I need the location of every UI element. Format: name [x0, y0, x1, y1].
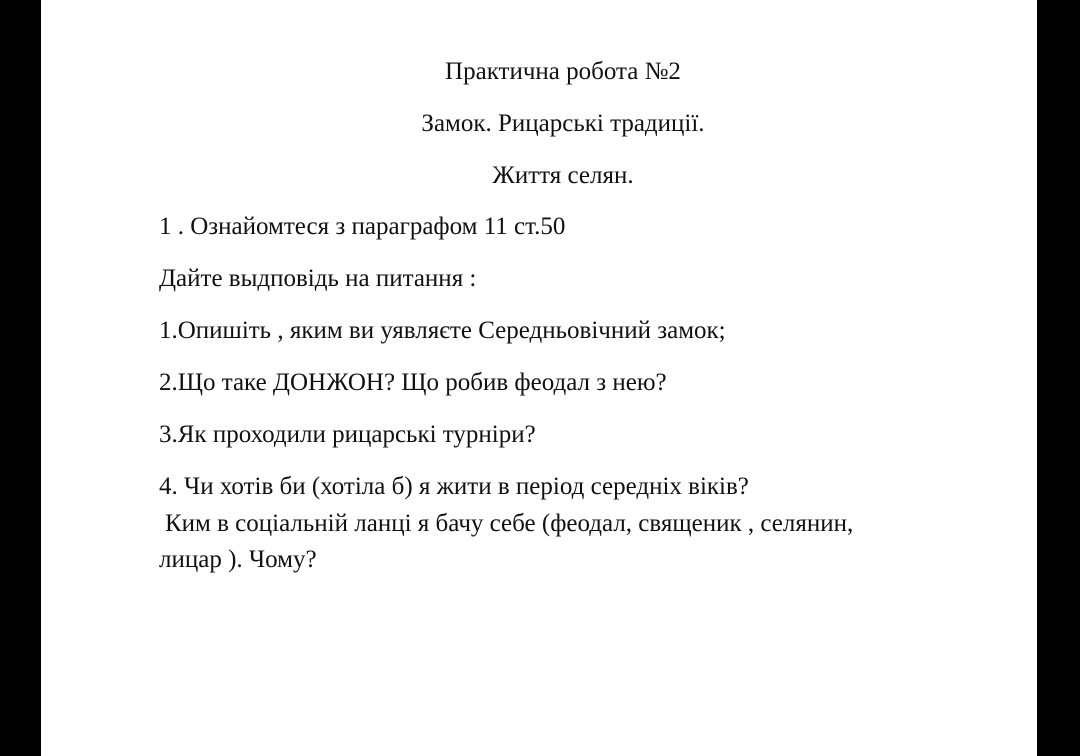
document-subtitle-peasants: Життя селян.: [492, 162, 634, 189]
question-2: 2.Що таке ДОНЖОН? Що робив феодал з нею?: [159, 369, 667, 396]
question-4-continuation-1: Ким в соціальній ланці я бачу себе (феодал, священик , селянин,: [165, 510, 854, 537]
question-4: 4. Чи хотів би (хотіла б) я жити в період середніх віків?: [159, 473, 749, 500]
question-4-continuation-2: лицар ). Чому?: [159, 546, 317, 573]
question-3: 3.Як проходили рицарські турніри?: [159, 421, 536, 448]
document-page: [41, 0, 1037, 756]
task-1-text: 1 . Ознайомтеся з параграфом 11 ст.50: [159, 213, 566, 240]
document-subtitle-castle: Замок. Рицарські традиції.: [421, 110, 705, 137]
question-1: 1.Опишіть , яким ви уявляєте Середньовічний замок;: [159, 317, 726, 344]
document-title: Практична робота №2: [445, 58, 681, 85]
instruction-text: Дайте выдповідь на питання :: [159, 265, 477, 292]
